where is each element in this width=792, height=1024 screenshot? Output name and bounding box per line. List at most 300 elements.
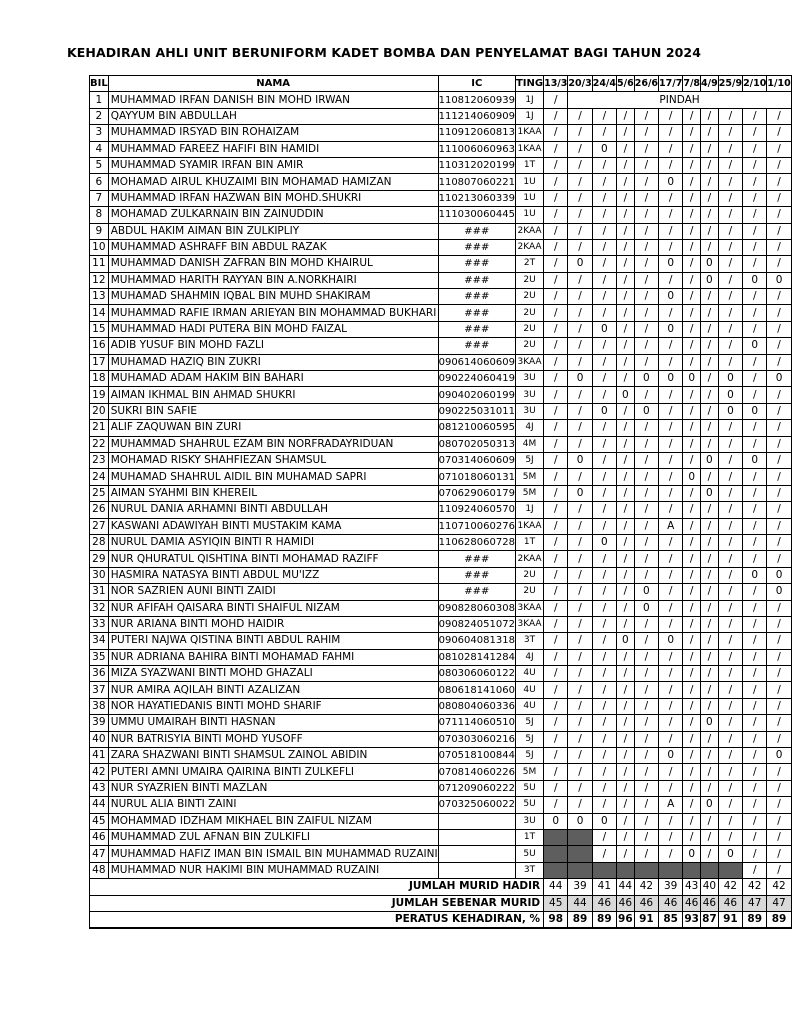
attendance-cell: / — [634, 780, 658, 796]
attendance-cell: / — [634, 698, 658, 714]
attendance-cell: / — [718, 223, 742, 239]
attendance-cell: / — [701, 829, 719, 845]
attendance-cell: 0 — [683, 469, 701, 485]
attendance-cell: / — [683, 239, 701, 255]
attendance-cell: / — [659, 272, 683, 288]
student-ic: 111214060909 — [438, 108, 515, 124]
attendance-cell: / — [701, 748, 719, 764]
table-row — [90, 190, 792, 206]
attendance-cell: / — [544, 452, 568, 468]
summary-value: 46 — [659, 895, 683, 911]
attendance-cell: / — [659, 108, 683, 124]
attendance-cell: / — [617, 534, 635, 550]
attendance-cell: / — [544, 157, 568, 173]
attendance-cell: / — [659, 157, 683, 173]
table-row — [90, 125, 792, 141]
attendance-cell: / — [659, 485, 683, 501]
attendance-cell: / — [683, 633, 701, 649]
row-number: 19 — [90, 387, 109, 403]
summary-value: 46 — [683, 895, 701, 911]
row-number: 40 — [90, 731, 109, 747]
attendance-cell: 0 — [718, 387, 742, 403]
attendance-cell: / — [767, 338, 791, 354]
attendance-cell: 0 — [767, 371, 791, 387]
attendance-cell: / — [544, 420, 568, 436]
attendance-cell: / — [683, 157, 701, 173]
attendance-cell: / — [718, 813, 742, 829]
attendance-cell: / — [767, 256, 791, 272]
attendance-cell: / — [544, 92, 568, 108]
row-number: 47 — [90, 846, 109, 862]
attendance-cell: / — [701, 387, 719, 403]
student-class: 1KAA — [515, 141, 543, 157]
attendance-cell: / — [568, 748, 592, 764]
attendance-cell: 0 — [767, 272, 791, 288]
attendance-cell: / — [743, 600, 767, 616]
attendance-cell: / — [634, 567, 658, 583]
attendance-cell: / — [634, 616, 658, 632]
attendance-cell: / — [743, 616, 767, 632]
attendance-cell: / — [718, 125, 742, 141]
attendance-cell: / — [701, 108, 719, 124]
attendance-cell: / — [617, 321, 635, 337]
attendance-cell: / — [568, 272, 592, 288]
student-ic: 071114060510 — [438, 715, 515, 731]
student-ic: 110807060221 — [438, 174, 515, 190]
attendance-cell: / — [767, 141, 791, 157]
attendance-cell: / — [568, 600, 592, 616]
student-ic: 110912060813 — [438, 125, 515, 141]
student-name: MUHAMMAD HARITH RAYYAN BIN A.NORKHAIRI — [108, 272, 438, 288]
student-class: 5U — [515, 780, 543, 796]
attendance-cell: / — [634, 256, 658, 272]
header-row — [90, 76, 792, 92]
summary-value: 45 — [544, 895, 568, 911]
attendance-cell: / — [743, 207, 767, 223]
attendance-cell: / — [718, 305, 742, 321]
row-number: 26 — [90, 502, 109, 518]
attendance-cell: 0 — [617, 387, 635, 403]
attendance-cell: / — [617, 371, 635, 387]
attendance-cell: / — [767, 502, 791, 518]
student-name: MUHAMMAD ZUL AFNAN BIN ZULKIFLI — [108, 829, 438, 845]
attendance-cell: / — [683, 403, 701, 419]
row-number: 43 — [90, 780, 109, 796]
attendance-cell: / — [634, 551, 658, 567]
row-number: 1 — [90, 92, 109, 108]
attendance-cell: / — [592, 715, 616, 731]
student-ic: 111030060445 — [438, 207, 515, 223]
summary-value: 87 — [701, 911, 719, 928]
attendance-cell-blocked — [718, 862, 742, 878]
attendance-cell: / — [718, 321, 742, 337]
attendance-cell: / — [592, 371, 616, 387]
summary-label: JUMLAH SEBENAR MURID — [90, 895, 544, 911]
attendance-cell: / — [743, 256, 767, 272]
table-row — [90, 223, 792, 239]
attendance-cell: / — [592, 797, 616, 813]
student-name: MUHAMMAD IRSYAD BIN ROHAIZAM — [108, 125, 438, 141]
attendance-cell: / — [743, 141, 767, 157]
student-class: 5J — [515, 748, 543, 764]
attendance-cell: / — [568, 207, 592, 223]
attendance-cell: / — [634, 829, 658, 845]
attendance-cell: / — [659, 469, 683, 485]
attendance-cell-blocked — [568, 846, 592, 862]
row-number: 15 — [90, 321, 109, 337]
attendance-cell: / — [701, 436, 719, 452]
summary-value: 89 — [592, 911, 616, 928]
attendance-cell: / — [659, 354, 683, 370]
attendance-cell: / — [701, 420, 719, 436]
attendance-cell: / — [701, 518, 719, 534]
attendance-cell: / — [592, 387, 616, 403]
header-date: 24/4 — [592, 76, 616, 92]
attendance-cell: / — [568, 436, 592, 452]
attendance-cell: / — [743, 534, 767, 550]
table-row — [90, 338, 792, 354]
attendance-cell: / — [701, 567, 719, 583]
row-number: 20 — [90, 403, 109, 419]
attendance-cell: / — [568, 666, 592, 682]
attendance-cell: / — [544, 321, 568, 337]
attendance-cell: / — [683, 289, 701, 305]
table-row — [90, 584, 792, 600]
attendance-cell: / — [701, 616, 719, 632]
attendance-cell: / — [592, 338, 616, 354]
attendance-cell: / — [617, 567, 635, 583]
attendance-cell: / — [592, 223, 616, 239]
attendance-cell: / — [634, 846, 658, 862]
attendance-cell: / — [767, 862, 791, 878]
attendance-cell: / — [544, 748, 568, 764]
attendance-cell: / — [743, 305, 767, 321]
student-class: 4U — [515, 698, 543, 714]
student-ic: ### — [438, 584, 515, 600]
summary-value: 42 — [718, 879, 742, 895]
attendance-cell: / — [592, 698, 616, 714]
student-class: 1U — [515, 190, 543, 206]
attendance-cell: / — [592, 485, 616, 501]
attendance-cell: / — [767, 436, 791, 452]
attendance-cell: / — [634, 764, 658, 780]
attendance-cell: / — [718, 452, 742, 468]
attendance-cell: / — [743, 780, 767, 796]
attendance-cell: / — [634, 436, 658, 452]
summary-value: 42 — [767, 879, 791, 895]
summary-value: 89 — [767, 911, 791, 928]
attendance-cell: / — [718, 436, 742, 452]
row-number: 31 — [90, 584, 109, 600]
attendance-cell: / — [634, 485, 658, 501]
row-number: 24 — [90, 469, 109, 485]
attendance-cell: / — [634, 108, 658, 124]
attendance-cell: / — [568, 469, 592, 485]
row-number: 10 — [90, 239, 109, 255]
student-class: 4J — [515, 420, 543, 436]
attendance-cell: / — [568, 387, 592, 403]
attendance-cell: / — [683, 502, 701, 518]
table-row — [90, 157, 792, 173]
attendance-cell: / — [701, 321, 719, 337]
student-class: 2KAA — [515, 551, 543, 567]
attendance-cell: / — [718, 764, 742, 780]
student-name: NUR QHURATUL QISHTINA BINTI MOHAMAD RAZIFF — [108, 551, 438, 567]
summary-value: 98 — [544, 911, 568, 928]
attendance-cell: 0 — [568, 256, 592, 272]
attendance-cell: 0 — [592, 813, 616, 829]
attendance-cell: / — [544, 190, 568, 206]
student-name: MUHAMMAD DANISH ZAFRAN BIN MOHD KHAIRUL — [108, 256, 438, 272]
attendance-cell: / — [767, 698, 791, 714]
student-class: 1KAA — [515, 125, 543, 141]
attendance-cell: / — [544, 289, 568, 305]
student-class: 1J — [515, 92, 543, 108]
summary-row — [90, 879, 792, 895]
attendance-cell: / — [683, 354, 701, 370]
table-row — [90, 289, 792, 305]
attendance-cell: / — [743, 633, 767, 649]
summary-value: 46 — [701, 895, 719, 911]
student-name: MUHAMMAD SYAMIR IRFAN BIN AMIR — [108, 157, 438, 173]
table-row — [90, 387, 792, 403]
attendance-cell: / — [743, 862, 767, 878]
attendance-cell: 0 — [592, 321, 616, 337]
attendance-cell: / — [592, 567, 616, 583]
attendance-cell: / — [544, 518, 568, 534]
attendance-cell: / — [592, 584, 616, 600]
summary-value: 91 — [634, 911, 658, 928]
attendance-cell: / — [718, 829, 742, 845]
attendance-cell: / — [592, 469, 616, 485]
student-name: NOR HAYATIEDANIS BINTI MOHD SHARIF — [108, 698, 438, 714]
attendance-cell: / — [592, 305, 616, 321]
student-ic: 071209060222 — [438, 780, 515, 796]
row-number: 14 — [90, 305, 109, 321]
attendance-cell: / — [767, 207, 791, 223]
student-ic: 081028141284 — [438, 649, 515, 665]
attendance-cell: / — [743, 666, 767, 682]
table-row — [90, 518, 792, 534]
attendance-cell: / — [617, 108, 635, 124]
attendance-cell: / — [743, 518, 767, 534]
attendance-cell: 0 — [701, 485, 719, 501]
attendance-cell: / — [767, 190, 791, 206]
attendance-cell: / — [544, 780, 568, 796]
attendance-cell: / — [544, 223, 568, 239]
attendance-cell: / — [634, 633, 658, 649]
student-class: 2KAA — [515, 223, 543, 239]
student-class: 1U — [515, 207, 543, 223]
row-number: 37 — [90, 682, 109, 698]
attendance-cell: / — [683, 518, 701, 534]
student-name: NUR AMIRA AQILAH BINTI AZALIZAN — [108, 682, 438, 698]
attendance-cell: / — [659, 616, 683, 632]
attendance-cell: / — [568, 223, 592, 239]
attendance-cell: / — [701, 354, 719, 370]
table-row — [90, 207, 792, 223]
row-number: 38 — [90, 698, 109, 714]
table-row — [90, 698, 792, 714]
attendance-cell: / — [743, 584, 767, 600]
attendance-cell: / — [617, 748, 635, 764]
attendance-cell: / — [617, 338, 635, 354]
summary-value: 39 — [568, 879, 592, 895]
attendance-cell: / — [718, 469, 742, 485]
student-ic: 110628060728 — [438, 534, 515, 550]
attendance-cell: / — [701, 682, 719, 698]
attendance-cell: / — [544, 125, 568, 141]
attendance-cell: / — [634, 207, 658, 223]
attendance-cell: / — [617, 780, 635, 796]
row-number: 32 — [90, 600, 109, 616]
attendance-cell: / — [701, 731, 719, 747]
attendance-cell: / — [659, 141, 683, 157]
attendance-cell: / — [718, 698, 742, 714]
attendance-cell: / — [617, 354, 635, 370]
attendance-cell: / — [767, 813, 791, 829]
attendance-cell: / — [718, 780, 742, 796]
attendance-cell: / — [718, 731, 742, 747]
attendance-cell: / — [544, 502, 568, 518]
header-bil: BIL — [90, 76, 109, 92]
attendance-cell: / — [701, 305, 719, 321]
attendance-cell: / — [659, 502, 683, 518]
attendance-cell: / — [634, 682, 658, 698]
attendance-cell: / — [568, 502, 592, 518]
row-number: 34 — [90, 633, 109, 649]
attendance-cell: / — [634, 518, 658, 534]
attendance-cell: / — [683, 682, 701, 698]
attendance-cell: / — [767, 666, 791, 682]
student-ic: 090604081318 — [438, 633, 515, 649]
table-row — [90, 715, 792, 731]
row-number: 45 — [90, 813, 109, 829]
attendance-cell: / — [617, 846, 635, 862]
attendance-cell: / — [718, 534, 742, 550]
student-ic: ### — [438, 256, 515, 272]
student-ic: 110812060939 — [438, 92, 515, 108]
table-row — [90, 731, 792, 747]
attendance-cell: / — [592, 649, 616, 665]
attendance-cell: / — [544, 141, 568, 157]
student-class: 4U — [515, 682, 543, 698]
attendance-cell: / — [568, 141, 592, 157]
summary-value: 93 — [683, 911, 701, 928]
summary-label: PERATUS KEHADIRAN, % — [90, 911, 544, 928]
student-name: MUHAMMAD HAFIZ IMAN BIN ISMAIL BIN MUHAMMAD RUZAINI — [108, 846, 438, 862]
attendance-cell: / — [683, 797, 701, 813]
student-ic: 070814060226 — [438, 764, 515, 780]
attendance-cell: 0 — [568, 813, 592, 829]
row-number: 35 — [90, 649, 109, 665]
attendance-cell: / — [634, 502, 658, 518]
attendance-cell: / — [767, 387, 791, 403]
student-ic: 080618141060 — [438, 682, 515, 698]
header-date: 13/3 — [544, 76, 568, 92]
attendance-cell: / — [743, 813, 767, 829]
attendance-cell: / — [568, 157, 592, 173]
attendance-cell: 0 — [701, 256, 719, 272]
attendance-cell: / — [683, 534, 701, 550]
student-name: QAYYUM BIN ABDULLAH — [108, 108, 438, 124]
student-class: 5J — [515, 452, 543, 468]
table-row — [90, 813, 792, 829]
row-number: 33 — [90, 616, 109, 632]
attendance-cell: / — [767, 354, 791, 370]
student-name: MUHAMMAD ASHRAFF BIN ABDUL RAZAK — [108, 239, 438, 255]
attendance-cell: / — [683, 141, 701, 157]
student-ic: 070629060179 — [438, 485, 515, 501]
row-number: 41 — [90, 748, 109, 764]
table-row — [90, 551, 792, 567]
summary-value: 46 — [634, 895, 658, 911]
student-class: 5M — [515, 485, 543, 501]
attendance-cell: / — [767, 780, 791, 796]
attendance-cell: / — [701, 698, 719, 714]
summary-value: 39 — [659, 879, 683, 895]
attendance-cell: / — [683, 190, 701, 206]
table-row — [90, 764, 792, 780]
attendance-cell: / — [683, 420, 701, 436]
attendance-cell: / — [592, 190, 616, 206]
attendance-cell: / — [592, 502, 616, 518]
attendance-cell: / — [767, 321, 791, 337]
student-class: 2U — [515, 338, 543, 354]
row-number: 16 — [90, 338, 109, 354]
attendance-cell: / — [544, 239, 568, 255]
attendance-cell: / — [743, 764, 767, 780]
attendance-cell: / — [592, 666, 616, 682]
attendance-cell: / — [718, 616, 742, 632]
attendance-cell: / — [701, 633, 719, 649]
attendance-cell: / — [718, 338, 742, 354]
attendance-cell: / — [568, 797, 592, 813]
student-name: MUHAMMAD RAFIE IRMAN ARIEYAN BIN MOHAMMAD BUKHARI — [108, 305, 438, 321]
attendance-cell: / — [568, 338, 592, 354]
header-date: 17/7 — [659, 76, 683, 92]
table-row — [90, 780, 792, 796]
attendance-cell: / — [701, 502, 719, 518]
attendance-cell: / — [592, 846, 616, 862]
attendance-cell: / — [683, 387, 701, 403]
attendance-cell: / — [544, 403, 568, 419]
attendance-cell: / — [568, 780, 592, 796]
attendance-cell: / — [544, 666, 568, 682]
header-ting: TING — [515, 76, 543, 92]
attendance-cell: / — [683, 600, 701, 616]
attendance-cell: / — [683, 780, 701, 796]
attendance-cell: / — [659, 846, 683, 862]
summary-value: 46 — [718, 895, 742, 911]
attendance-cell: / — [634, 272, 658, 288]
attendance-cell: / — [544, 272, 568, 288]
summary-value: 46 — [617, 895, 635, 911]
student-name: PUTERI NAJWA QISTINA BINTI ABDUL RAHIM — [108, 633, 438, 649]
student-class: 1T — [515, 534, 543, 550]
summary-value: 89 — [743, 911, 767, 928]
header-date: 1/10 — [767, 76, 791, 92]
attendance-cell-blocked — [568, 862, 592, 878]
student-ic: 110710060276 — [438, 518, 515, 534]
student-class: 3U — [515, 371, 543, 387]
student-ic: ### — [438, 321, 515, 337]
table-row — [90, 502, 792, 518]
attendance-cell: / — [592, 829, 616, 845]
attendance-cell: 0 — [634, 371, 658, 387]
student-name: NURUL ALIA BINTI ZAINI — [108, 797, 438, 813]
summary-value: 40 — [701, 879, 719, 895]
